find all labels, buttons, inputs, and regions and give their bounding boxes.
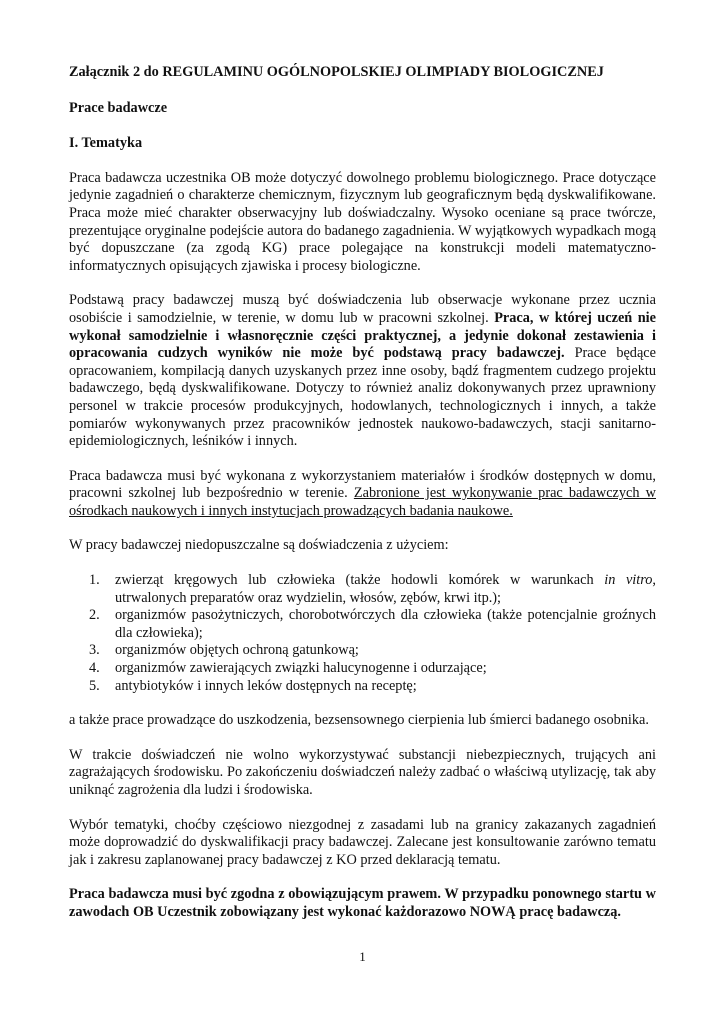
annex-title: Załącznik 2 do REGULAMINU OGÓLNOPOLSKIEJ OLIMPIADY BIOLOGICZNEJ [69,64,604,80]
paragraph-research-basis [69,292,656,450]
paragraph-research-basis-part1: Podstawą pracy badawczej muszą być doświadczenia lub obserwacje wykonane przez ucznia osobiście i samodzielnie, w terenie, w domu lub w pracowni szkolnej. [69,292,656,326]
paragraph-topic-choice: Wybór tematyki, choćby częściowo niezgodnej z zasadami lub na granicy zakazanych zagadnień może doprowadzić do dyskwalifikacji pracy badawczej. Zalecane jest konsultowanie zarówno tematu jak i zakresu zaplanowanej pracy badawczej z KO przed deklaracją tematu. [69,816,656,868]
list-item [69,572,656,607]
paragraph-prohibited-intro: W pracy badawczej niedopuszczalne są doświadczenia z użyciem: [69,537,449,554]
page-number: 1 [359,949,366,964]
list-item-text [115,572,656,607]
list-item-text-part: , utrwalonych preparatów oraz wydzielin, włosów, zębów, krwi itp.); [115,572,656,606]
paragraph-research-basis-bold: Praca, w której uczeń nie wykonał samodzielnie i własnoręcznie części praktycznej, a jedynie dokonał zestawienia i opracowania cudzych wyników nie może być podstawą pracy badawczej. [69,309,657,362]
list-item-text: organizmów zawierających związki halucynogenne i odurzające; [115,660,487,677]
list-item-text-italic: in vitro [604,572,653,589]
paragraph-materials-underlined: Zabronione jest wykonywanie prac badawczych w ośrodkach naukowych i innych instytucjach prowadzących badania naukowe. [69,485,656,519]
list-item-number: 5. [89,677,100,694]
list-item-text: antybiotyków i innych leków dostępnych na receptę; [115,677,417,694]
list-item-text: organizmów objętych ochroną gatunkową; [115,642,359,659]
paragraph-materials-part1: Praca badawcza musi być wykonana z wykorzystaniem materiałów i środków dostępnych w domu, pracowni szkolnej lub bezpośrednio w terenie. [69,467,656,502]
paragraph-research-basis-part3: Prace będące opracowaniem, kompilacją danych uzyskanych przez inne osoby, bądź fragmentem cudzego projektu badawczego, będą dyskwalifikowane. Dotyczy to również analiz dokonywanych przez uprawniony personel w trakcie procesów produkcyjnych, hodowlanych, technologicznych i innych, a także pomiarów wykonywanych przez pracowników jednostek naukowo-badawczych, stacji sanitarno-epidemiologicznych, leśników i innych. [69,345,656,450]
list-item [69,678,656,696]
section-title: Prace badawcze [69,99,168,116]
list-item-number: 3. [89,642,100,659]
list-item [69,607,656,642]
subsection-title: I. Tematyka [69,135,143,152]
list-item-text-part: zwierząt kręgowych lub człowieka (także hodowli komórek w warunkach [115,572,605,589]
paragraph-materials [69,468,656,521]
list-item-number: 2. [89,607,100,624]
list-item [69,642,656,660]
paragraph-safety: W trakcie doświadczeń nie wolno wykorzystywać substancji niebezpiecznych, trujących ani zagrażających środowisku. Po zakończeniu doświadczeń należy zadbać o właściwą utylizację, tak aby uniknąć zagrożenia dla ludzi i środowiska. [69,746,656,798]
list-item-number: 4. [89,660,100,677]
list-item [69,660,656,678]
list-item-number: 1. [89,572,100,589]
prohibited-list [69,572,656,695]
paragraph-legal: Praca badawcza musi być zgodna z obowiązującym prawem. W przypadku ponownego startu w zawodach OB Uczestnik zobowiązany jest wykonać każdorazowo NOWĄ pracę badawczą. [69,886,656,920]
list-item-text: organizmów pasożytniczych, chorobotwórczych dla człowieka (także potencjalnie groźnych dla człowieka); [115,607,656,641]
paragraph-topic-scope: Praca badawcza uczestnika OB może dotyczyć dowolnego problemu biologicznego. Prace dotyczące jedynie zagadnień o charakterze chemicznym, fizycznym lub geograficznym będą dyskwalifikowane. Praca może mieć charakter obserwacyjny lub doświadczalny. Wysoko oceniane są prace twórcze, prezentujące oryginalne podejście autora do badanego zagadnienia. W wyjątkowych wypadkach mogą być dopuszczane (za zgodą KG) prace polegające na konstrukcji modeli matematyczno-informatycznych opisujących zjawiska i procesy biologiczne. [69,169,656,274]
paragraph-harm: a także prace prowadzące do uszkodzenia, bezsensownego cierpienia lub śmierci badanego osobnika. [69,712,649,729]
